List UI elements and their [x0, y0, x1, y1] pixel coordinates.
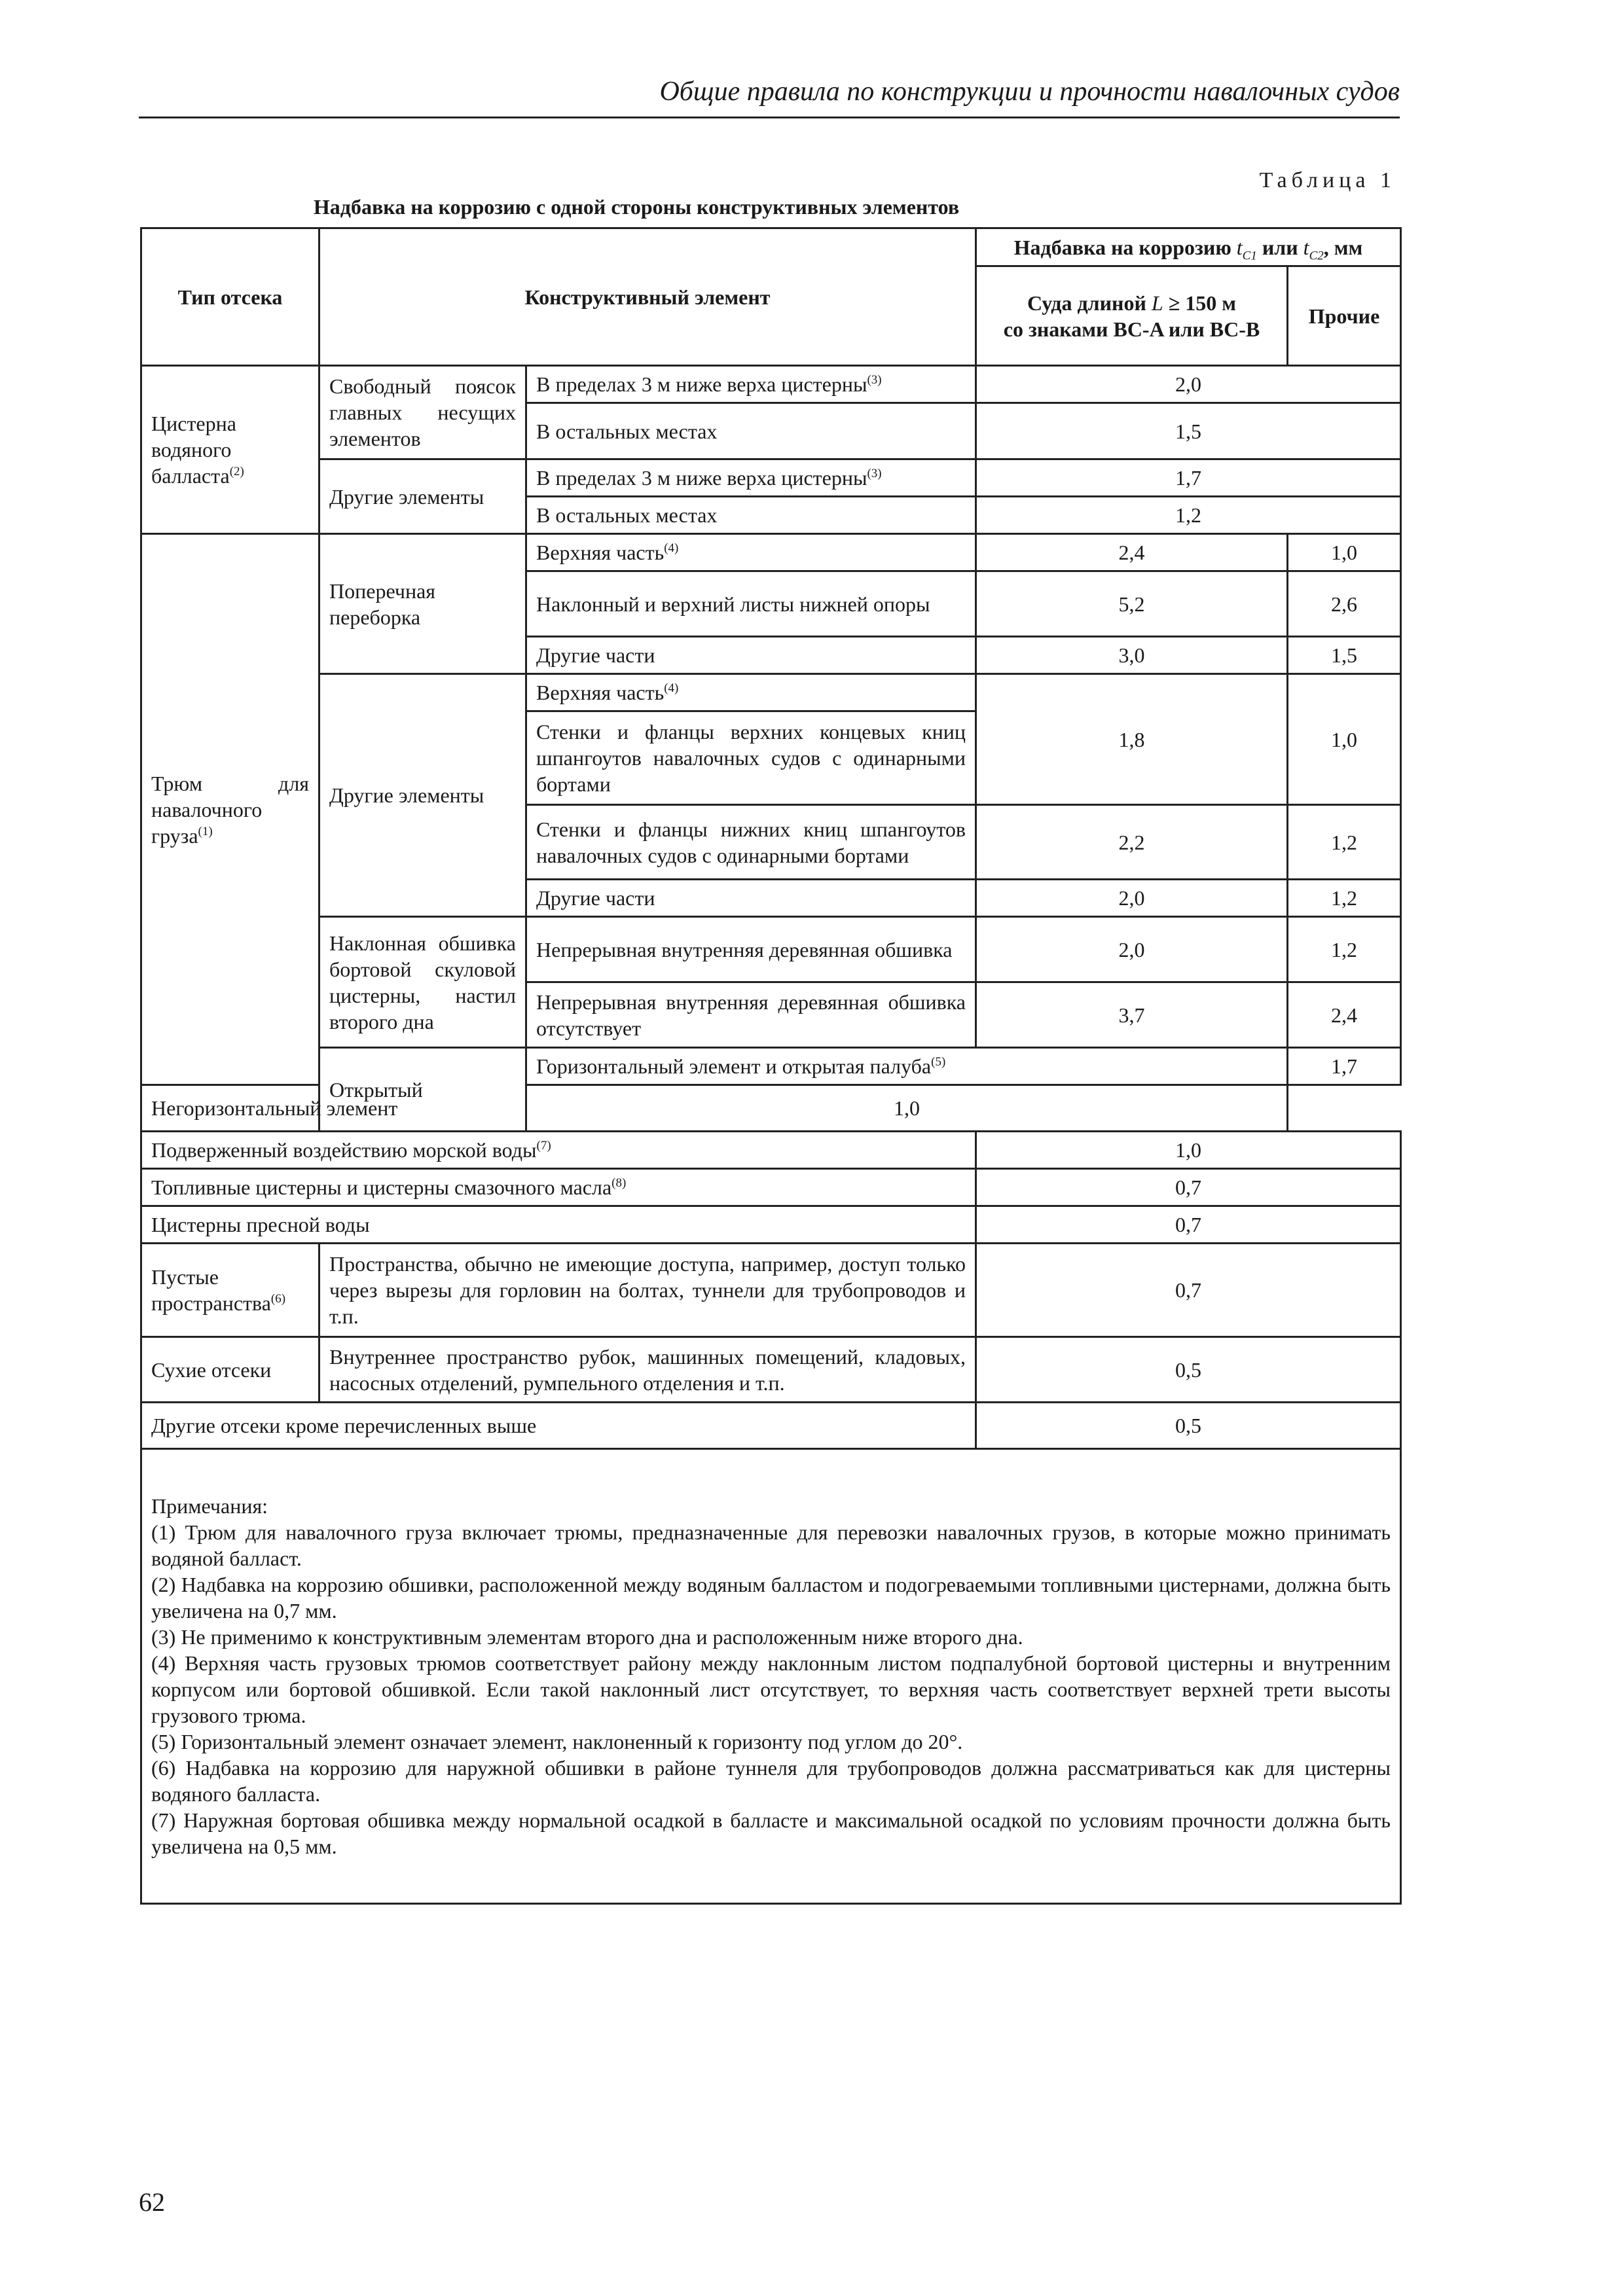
ballast-within-3m-note: (3): [867, 373, 882, 387]
hold-oe-other-parts: Другие части: [526, 880, 976, 917]
fresh-water-label: Цистерны пресной воды: [141, 1206, 976, 1244]
bc-line1-prefix: Суда длиной: [1027, 291, 1146, 315]
open-horizontal: [526, 1048, 1288, 1085]
hold-compartment: [141, 534, 319, 1085]
table-row: [141, 366, 1401, 403]
ballast-value-4: 1,2: [976, 497, 1401, 534]
void-value: 0,7: [976, 1244, 1401, 1337]
hold-tb-other-bc: 3,0: [976, 637, 1288, 674]
bc-line1-suffix: ≥ 150 м: [1168, 291, 1237, 315]
hold-oe-other-other: 1,2: [1288, 880, 1401, 917]
hold-with-ceiling: Непрерывная внутренняя деревянная обшивка: [526, 917, 976, 982]
open-non-horizontal: Негоризонтальный элемент: [141, 1085, 526, 1132]
bc-line2: со знаками BC-A или BC-B: [1003, 317, 1260, 341]
hold-tb-upper-part-note: (4): [664, 541, 679, 555]
header-allowance-prefix: Надбавка на коррозию: [1013, 235, 1231, 259]
note-5: (5) Горизонтальный элемент означает элемент, наклоненный к горизонту под углом до 20°.: [151, 1730, 963, 1753]
hold-tb-upper-part: [526, 534, 976, 571]
hold-oe-lower-brackets: Стенки и фланцы нижних книц шпангоутов навалочных судов с одинарными бортами: [526, 805, 976, 880]
ballast-compartment-label: Цистерна водяного балласта: [151, 412, 236, 488]
hold-compartment-label: Трюм для навалочного груза: [151, 771, 309, 848]
hold-ceil-bc: 2,0: [976, 917, 1288, 982]
t-c2-var: t: [1303, 235, 1309, 259]
notes-cell: [141, 1449, 1401, 1904]
sea-water-label: [141, 1132, 976, 1169]
notes-row: [141, 1449, 1401, 1904]
hold-sloping-plating: Наклонная обшивка бортовой скуловой цистерны, настил второго дна: [319, 917, 526, 1048]
void-compartment-label: Пустые пространства: [151, 1265, 271, 1315]
sea-water-note: (7): [536, 1139, 551, 1153]
fuel-note: (8): [611, 1176, 627, 1190]
bc-L: L: [1151, 291, 1163, 315]
header-t-c2: [1303, 235, 1324, 262]
ballast-compartment: [141, 366, 319, 534]
note-1: (1) Трюм для навалочного груза включает трюмы, предназначенные для перевозки навалочных грузов, в которые можно принимать водяной балласт.: [151, 1520, 1391, 1570]
table-row: [141, 1206, 1401, 1244]
ballast-within-3m-2-label: В пределах 3 м ниже верха цистерны: [536, 466, 867, 490]
hold-oe-lower-other: 1,2: [1288, 805, 1401, 880]
ballast-value-3: 1,7: [976, 459, 1401, 497]
hold-oe-other-bc: 2,0: [976, 880, 1288, 917]
hold-noceil-bc: 3,7: [976, 982, 1288, 1048]
open-value-2: 1,0: [526, 1085, 1288, 1132]
open-value-1: 1,7: [1288, 1048, 1401, 1085]
hold-oe-upper-part-label: Верхняя часть: [536, 681, 665, 704]
hold-oe-upper-part: [526, 674, 976, 711]
table-row: [141, 534, 1401, 571]
table-row: [141, 1337, 1401, 1403]
hold-oe-upper-part-note: (4): [664, 681, 679, 695]
hold-tb-sloping-other: 2,6: [1288, 571, 1401, 637]
open-horizontal-note: (5): [931, 1055, 946, 1069]
hold-oe-upper-other: 1,0: [1288, 674, 1401, 805]
open-horizontal-label: Горизонтальный элемент и открытая палуба: [536, 1054, 932, 1078]
open-compartment: Открытый: [319, 1048, 526, 1132]
hold-tb-sloping-plates: Наклонный и верхний листы нижней опоры: [526, 571, 976, 637]
running-header: Общие правила по конструкции и прочности навалочных судов: [659, 77, 1400, 107]
header-or: или: [1262, 235, 1298, 259]
ballast-elsewhere-2: В остальных местах: [526, 497, 976, 534]
table-row: [141, 917, 1401, 982]
table-row: [141, 1132, 1401, 1169]
dry-value: 0,5: [976, 1337, 1401, 1403]
hold-other-elements: Другие элементы: [319, 674, 526, 917]
ballast-value-1: 2,0: [976, 366, 1401, 403]
fresh-water-value: 0,7: [976, 1206, 1401, 1244]
hold-tb-sloping-bc: 5,2: [976, 571, 1288, 637]
header-bc-ships: [976, 266, 1288, 366]
hold-tb-upper-bc: 2,4: [976, 534, 1288, 571]
table-row: [141, 674, 1401, 711]
table-row: [141, 1403, 1401, 1449]
hold-tb-upper-other: 1,0: [1288, 534, 1401, 571]
ballast-value-2: 1,5: [976, 403, 1401, 459]
hold-tb-other-parts: Другие части: [526, 637, 976, 674]
note-2: (2) Надбавка на коррозию обшивки, расположенной между водяным балластом и подогреваемыми топливными цистернами, должна быть увеличена на 0,7 мм.: [151, 1573, 1391, 1623]
note-4: (4) Верхняя часть грузовых трюмов соответствует району между наклонным листом подпалубной бортовой цистерны и внутренним корпусом или бортовой обшивкой. Если такой наклонный лист отсутствует, то верхняя часть соответствует верхней трети высоты грузового трюма.: [151, 1651, 1391, 1727]
void-element: Пространства, обычно не имеющие доступа, например, доступ только через вырезы для горловин на болтах, туннели для трубопроводов и т.п.: [319, 1244, 976, 1337]
header-row: [141, 228, 1401, 266]
header-structural-element: Конструктивный элемент: [319, 228, 976, 366]
hold-ceil-other: 1,2: [1288, 917, 1401, 982]
hold-noceil-other: 2,4: [1288, 982, 1401, 1048]
hold-oe-upper-brackets: Стенки и фланцы верхних концевых книц шпангоутов навалочных судов с одинарными бортами: [526, 711, 976, 805]
sea-water-text: Подверженный воздействию морской воды: [151, 1138, 537, 1162]
void-compartment: [141, 1244, 319, 1337]
ballast-other-elements: Другие элементы: [319, 459, 526, 534]
t-c1-var: t: [1236, 235, 1243, 259]
dry-compartment: Сухие отсеки: [141, 1337, 319, 1403]
table-caption: Надбавка на коррозию с одной стороны конструктивных элементов: [313, 195, 960, 219]
header-compartment-type: Тип отсека: [141, 228, 319, 366]
t-c1-sub: C1: [1242, 248, 1257, 262]
other-compartments-value: 0,5: [976, 1403, 1401, 1449]
ballast-within-3m-label: В пределах 3 м ниже верха цистерны: [536, 372, 867, 396]
t-c2-sub: C2: [1309, 248, 1324, 262]
other-compartments-label: Другие отсеки кроме перечисленных выше: [141, 1403, 976, 1449]
notes-title: Примечания:: [151, 1494, 268, 1518]
header-others: Прочие: [1288, 266, 1401, 366]
ballast-within-3m: [526, 366, 976, 403]
fuel-value: 0,7: [976, 1169, 1401, 1206]
dry-element: Внутреннее пространство рубок, машинных помещений, кладовых, насосных отделений, румпельного отделения и т.п.: [319, 1337, 976, 1403]
ballast-compartment-note: (2): [229, 465, 244, 478]
fuel-label: [141, 1169, 976, 1206]
table-row: [141, 1048, 1401, 1085]
table-row: [141, 459, 1401, 497]
hold-oe-lower-bc: 2,2: [976, 805, 1288, 880]
table-row: [141, 1244, 1401, 1337]
header-unit: , мм: [1323, 235, 1363, 259]
hold-tb-upper-part-label: Верхняя часть: [536, 541, 665, 564]
note-3: (3) Не применимо к конструктивным элементам второго дна и расположенным ниже второго дна.: [151, 1625, 1023, 1649]
note-6: (6) Надбавка на коррозию для наружной обшивки в районе туннеля для трубопроводов должна рассматриваться как для цистерны водяного балласта.: [151, 1756, 1391, 1806]
sea-water-value: 1,0: [976, 1132, 1401, 1169]
hold-tb-other-other: 1,5: [1288, 637, 1401, 674]
header-corrosion-allowance: [976, 228, 1401, 266]
hold-transverse-bulkhead: Поперечная переборка: [319, 534, 526, 674]
hold-without-ceiling: Непрерывная внутренняя деревянная обшивка отсутствует: [526, 982, 976, 1048]
ballast-within-3m-2-note: (3): [867, 467, 882, 480]
page-number: 62: [139, 2187, 165, 2217]
fuel-text: Топливные цистерны и цистерны смазочного масла: [151, 1175, 612, 1199]
corrosion-allowance-table: [140, 227, 1402, 1905]
table-number: Таблица 1: [1259, 168, 1396, 192]
table-row: [141, 1169, 1401, 1206]
header-t-c1: [1236, 235, 1257, 262]
ballast-free-flange: Свободный поясок главных несущих элементов: [319, 366, 526, 459]
void-compartment-note: (6): [270, 1292, 286, 1306]
ballast-within-3m-2: [526, 459, 976, 497]
ballast-elsewhere: В остальных местах: [526, 403, 976, 459]
note-7: (7) Наружная бортовая обшивка между нормальной осадкой в балласте и максимальной осадкой по условиям прочности должна быть увеличена на 0,5 мм.: [151, 1808, 1391, 1858]
hold-oe-upper-bc: 1,8: [976, 674, 1288, 805]
header-rule: [139, 117, 1400, 118]
hold-compartment-note: (1): [198, 824, 213, 838]
